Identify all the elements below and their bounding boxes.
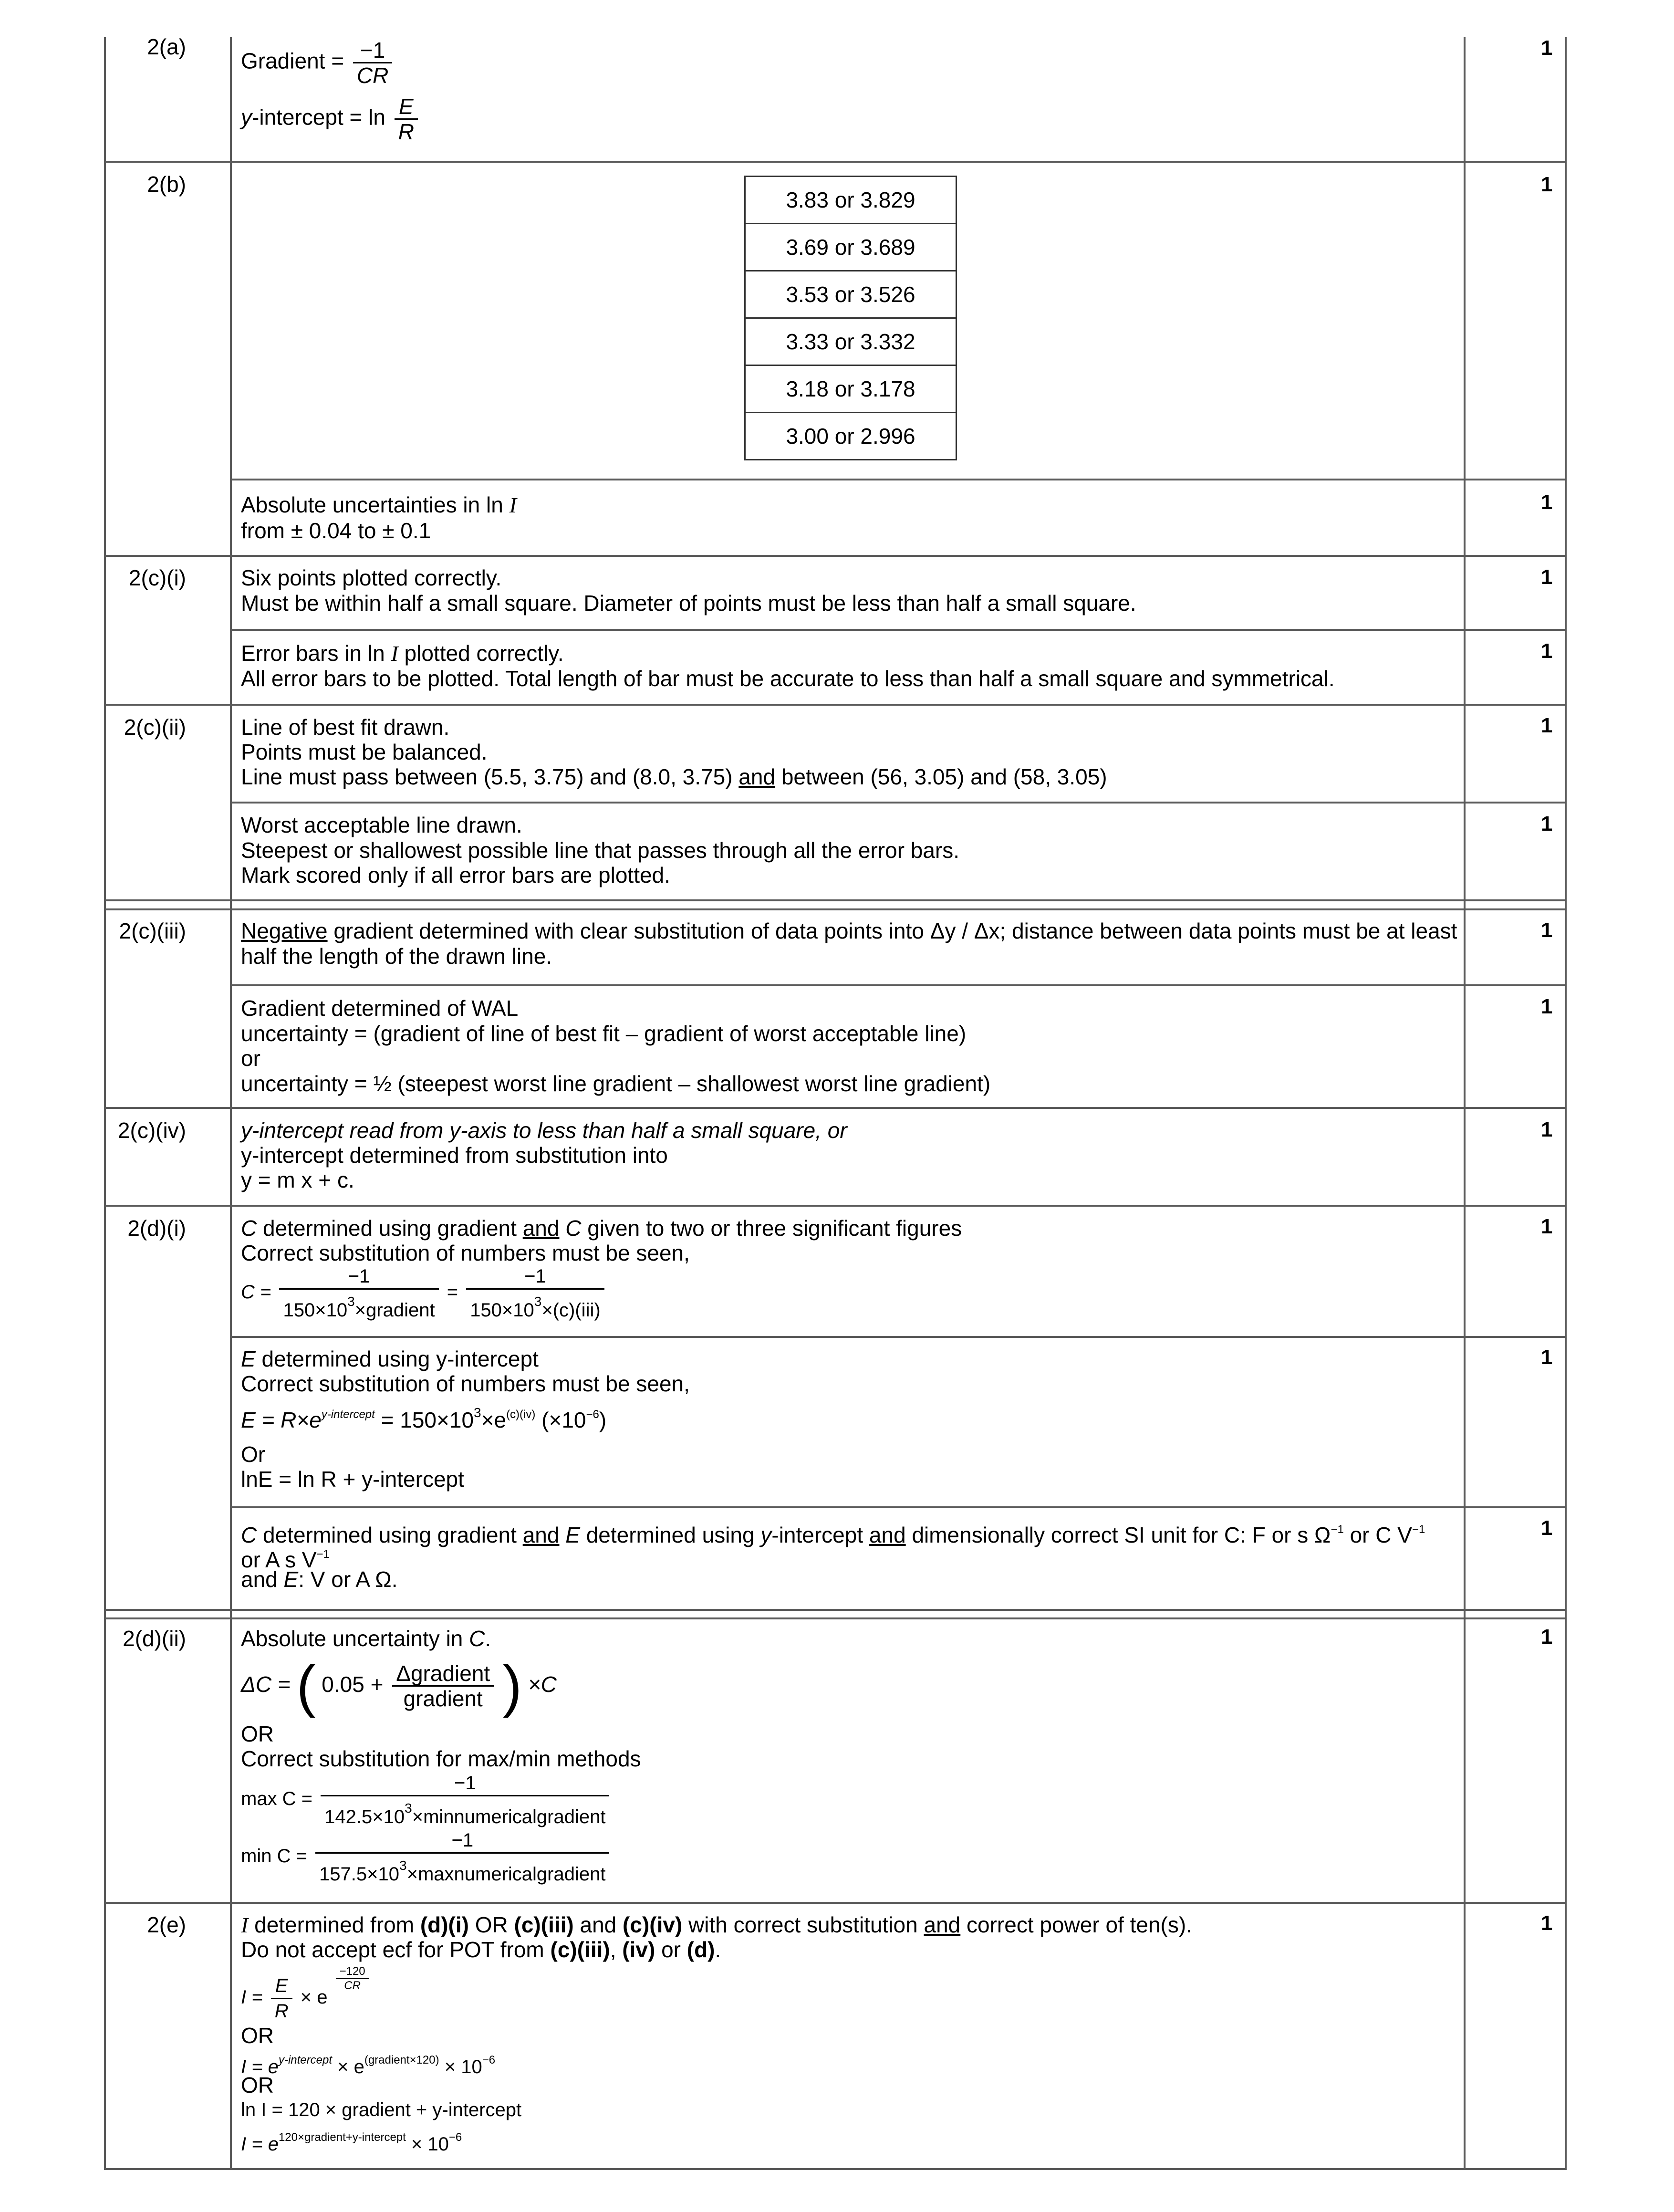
rule [104,555,1567,557]
formula-text: × 10 [411,2134,449,2155]
formula-text: = 150×10 [381,1408,474,1432]
answer-text: or [661,1937,681,1962]
mark: 1 [1541,812,1553,835]
formula-exponent: 120×gradient+y-intercept [278,2131,406,2144]
answer-text: (d)(i) [420,1912,469,1937]
answer-line [241,918,1457,943]
answer-text: determined using gradient [263,1216,517,1241]
answer-text: Negative [241,918,328,943]
answer-exponent: −1 [1331,1523,1344,1536]
formula-exponent: 3 [399,1858,407,1873]
answer-line: uncertainty = ½ (steepest worst line gradient – shallowest worst line gradient) [241,1071,991,1096]
answer-text: with correct substitution [688,1912,918,1937]
min-c-formula [241,1828,612,1886]
answer-line: y-intercept read from y-axis to less than half a small square, or [241,1118,847,1143]
formula-text: 150×10 [283,1300,348,1321]
answer-line [241,1626,491,1651]
delta-c-formula [241,1654,557,1718]
formula-text: ) [599,1408,607,1432]
answer-line: Worst acceptable line drawn. [241,813,522,837]
formula-rhs: ×C [528,1672,557,1697]
answer-text: E [565,1523,580,1547]
rule [104,1617,1567,1619]
formula-text: ×(c)(iii) [541,1300,601,1321]
mark: 1 [1541,36,1553,60]
answer-line: Six points plotted correctly. [241,565,502,590]
intercept-label: -intercept = ln [252,104,385,130]
formula-text: ×e [481,1408,507,1432]
table-cell: 3.18 or 3.178 [745,365,957,413]
rule [104,899,1567,901]
max-c-formula [241,1771,612,1829]
formula-numerator: −1 [321,1771,609,1796]
answer-line [241,1937,721,1962]
answer-text: Do not accept ecf for POT from [241,1937,544,1962]
i-formula-3: ln I = 120 × gradient + y-intercept [241,2099,522,2120]
answer-line: Correct substitution of numbers must be seen, [241,1241,690,1265]
formula-paren: ( [296,1654,316,1718]
mark: 1 [1541,1911,1553,1935]
answer-text: . [485,1626,491,1651]
formula-text: × e [300,1987,328,2008]
answer-line: Correct substitution for max/min methods [241,1746,641,1771]
formula-exponent: 3 [474,1405,481,1420]
rule [104,1107,1567,1109]
e-formula [241,1400,606,1432]
answer-line [241,1346,539,1371]
answer-var: I [391,641,398,666]
answer-text: (iv) [622,1937,655,1962]
formula-denominator: R [274,2000,289,2022]
answer-line: OR [241,2073,274,2097]
formula-exponent: y-intercept [321,1408,375,1421]
answer-text: correct power of ten(s). [967,1912,1192,1937]
formula-exponent-fraction [336,1965,369,1993]
formula-lhs: I = [241,1987,263,2008]
formula-numerator: −1 [279,1264,438,1290]
mark: 1 [1541,639,1553,663]
formula-exponent: −6 [482,2054,496,2066]
gradient-numerator: −1 [353,38,392,63]
answer-text: and [869,1523,906,1547]
formula-text: ×minnumericalgradient [412,1806,606,1827]
mark: 1 [1541,918,1553,942]
answer-line: uncertainty = (gradient of line of best fit – gradient of worst acceptable line) [241,1021,967,1046]
table-border-answer [230,37,232,2170]
formula-fraction [321,1771,609,1829]
table-cell: 3.33 or 3.332 [745,318,957,365]
formula-const: 0.05 + [322,1672,384,1697]
formula-text: ×gradient [354,1300,435,1321]
formula-text: × 10 [444,2056,482,2077]
answer-text: and [738,764,776,789]
formula-numerator: −1 [315,1828,609,1854]
answer-text: dimensionally correct SI unit for C: F or s Ω [912,1523,1331,1547]
mark: 1 [1541,490,1553,514]
gradient-expression [241,38,395,87]
formula-denominator: gradient [403,1686,483,1711]
answer-text: (d) [686,1937,715,1962]
rule [104,161,1567,163]
answer-text: given to two or three significant figures [587,1216,962,1241]
answer-line: OR [241,1722,274,1746]
intercept-fraction [395,94,418,144]
answer-text: gradient determined with clear substitution of data points into Δy / Δx; distance between data points must be at least [333,918,1457,943]
answer-text: (c)(iv) [623,1912,683,1937]
answer-text: and [522,1216,560,1241]
answer-line [241,641,564,666]
answer-line [241,1912,1192,1938]
formula-numerator: −1 [466,1264,604,1290]
formula-exponent: (c)(iv) [506,1408,536,1421]
answer-text: (c)(iii) [550,1937,610,1962]
answer-text: (c)(iii) [514,1912,574,1937]
mark: 1 [1541,995,1553,1018]
answer-text: determined using gradient [263,1523,517,1547]
answer-text: and [241,1567,278,1592]
formula-exponent: −6 [448,2131,462,2144]
question-number: 2(d)(ii) [123,1626,186,1651]
answer-text: Error bars in ln [241,641,385,666]
table-cell: 3.69 or 3.689 [745,224,957,271]
rule [104,704,1567,706]
answer-text: determined from [254,1912,415,1937]
table-border-right [1565,37,1567,2170]
rule [104,1205,1567,1207]
answer-text: E [241,1346,256,1371]
formula-equals: = [447,1282,458,1303]
answer-line [241,764,1107,789]
formula-text: 157.5×10 [319,1864,400,1885]
rule [230,1506,1567,1508]
gradient-denominator: CR [356,63,389,88]
question-number: 2(c)(ii) [124,715,186,740]
formula-denominator [321,1796,609,1829]
answer-line: Must be within half a small square. Diameter of points must be less than half a small square. [241,591,1136,616]
answer-line [241,1517,1425,1547]
answer-text: -intercept [771,1523,863,1547]
answer-line: Steepest or shallowest possible line that passes through all the error bars. [241,838,960,863]
answer-text: C [565,1216,582,1241]
formula-paren: ) [502,1654,522,1718]
answer-text: C [469,1626,485,1651]
answer-text: or C V [1350,1523,1412,1547]
formula-fraction [466,1264,604,1322]
formula-lhs: min C = [241,1846,307,1867]
formula-exponent: −6 [586,1408,599,1421]
formula-text: 150×10 [470,1300,534,1321]
answer-text: and [580,1912,617,1937]
answer-text: or A s V [241,1547,317,1572]
rule [230,984,1567,986]
formula-text: × e [337,2056,364,2077]
formula-denominator [466,1290,604,1322]
formula-fraction [392,1661,494,1711]
formula-lhs: ΔC = [241,1672,291,1697]
answer-line: from ± 0.04 to ± 0.1 [241,518,431,543]
formula-text: 142.5×10 [324,1806,405,1827]
rule [230,1336,1567,1338]
answer-line: OR [241,2023,274,2048]
gradient-fraction [353,38,392,87]
question-number: 2(a) [147,34,186,59]
formula-lhs: max C = [241,1788,313,1810]
mark: 1 [1541,714,1553,737]
answer-line [241,1567,397,1592]
rule [230,629,1567,631]
answer-text: E [283,1567,299,1592]
rule [104,1902,1567,1904]
rule [104,2168,1567,2170]
formula-exponent: 3 [405,1801,412,1816]
answer-line: Gradient determined of WAL [241,996,519,1021]
mark: 1 [1541,1118,1553,1141]
ln-i-values-table [744,176,957,460]
answer-text: . [715,1937,721,1962]
table-cell: 3.00 or 2.996 [745,413,957,460]
answer-text: , [610,1937,616,1962]
formula-fraction [315,1828,609,1886]
answer-line: Correct substitution of numbers must be seen, [241,1371,690,1396]
answer-text: C [241,1216,257,1241]
formula-numerator: E [271,1974,292,1999]
answer-line: half the length of the drawn line. [241,944,552,969]
question-number: 2(c)(iv) [117,1118,186,1143]
rule [230,802,1567,803]
formula-text: I = e [241,2134,279,2155]
mark: 1 [1541,1625,1553,1649]
answer-line [241,1216,962,1241]
answer-line: Points must be balanced. [241,740,488,764]
answer-text: y [760,1523,772,1547]
mark: 1 [1541,173,1553,196]
table-cell: 3.83 or 3.829 [745,177,957,224]
rule [230,479,1567,480]
rule [104,1609,1567,1611]
formula-text: ×maxnumericalgradient [406,1864,606,1885]
formula-denominator [279,1290,438,1322]
question-number: 2(b) [147,172,186,197]
answer-line: Mark scored only if all error bars are plotted. [241,863,670,887]
formula-numerator: Δgradient [392,1661,494,1687]
question-number: 2(d)(i) [127,1216,186,1241]
formula-exponent: 3 [347,1294,355,1309]
answer-text: and [522,1523,560,1547]
i-formula-4 [241,2125,462,2157]
answer-text: : V or A Ω. [298,1567,398,1592]
mark: 1 [1541,1516,1553,1540]
answer-line: lnE = ln R + y-intercept [241,1467,464,1492]
intercept-expression [241,94,421,144]
intercept-numerator: E [395,94,418,120]
formula-lhs: C = [241,1282,271,1303]
answer-text: Absolute uncertainties in ln [241,492,503,517]
mark: 1 [1541,1215,1553,1238]
answer-text: I [241,1913,249,1937]
answer-text: Line must pass between (5.5, 3.75) and (8.0, 3.75) [241,764,733,789]
formula-text: I = e [241,2056,279,2077]
answer-text: plotted correctly. [404,641,564,666]
formula-fraction [279,1264,438,1322]
formula-exponent: 3 [534,1294,542,1309]
answer-text: between (56, 3.05) and (58, 3.05) [781,764,1107,789]
answer-line [241,492,517,518]
question-number: 2(c)(i) [128,565,186,590]
gradient-label: Gradient = [241,48,344,73]
mark: 1 [1541,1346,1553,1369]
answer-text: and [924,1912,961,1937]
intercept-denominator: R [398,119,414,144]
answer-var: I [509,493,517,517]
question-number: 2(e) [147,1912,186,1937]
answer-text: determined using y-intercept [261,1346,539,1371]
intercept-y: y [241,104,252,130]
formula-fraction [271,1974,292,2023]
rule [104,908,1567,910]
formula-text: E = R×e [241,1408,322,1432]
answer-text: C [241,1523,257,1547]
answer-text: Absolute uncertainty in [241,1626,463,1651]
c-formula [241,1264,607,1322]
answer-line: Line of best fit drawn. [241,715,450,740]
formula-denominator [315,1854,609,1886]
answer-text: determined using [586,1523,755,1547]
table-cell: 3.53 or 3.526 [745,271,957,318]
table-border-left [104,37,106,2170]
table-border-marks [1464,37,1466,2170]
answer-line: Or [241,1442,266,1467]
formula-exponent: y-intercept [278,2054,332,2066]
formula-text: (×10 [541,1408,586,1432]
answer-line: or [241,1046,260,1071]
mark: 1 [1541,565,1553,589]
formula-exponent: (gradient×120) [364,2054,439,2066]
formula-numerator: −120 [336,1965,369,1979]
answer-exponent: −1 [316,1548,330,1561]
i-formula-1 [241,1965,372,2023]
formula-denominator: CR [344,1979,361,1992]
answer-exponent: −1 [1412,1523,1425,1536]
i-formula-2 [241,2048,495,2079]
question-number: 2(c)(iii) [119,918,186,943]
answer-line: All error bars to be plotted. Total length of bar must be accurate to less than half a small square and symmetrical. [241,666,1335,691]
answer-line: y = m x + c. [241,1168,354,1192]
answer-line: y-intercept determined from substitution into [241,1143,668,1168]
answer-text: OR [475,1912,508,1937]
